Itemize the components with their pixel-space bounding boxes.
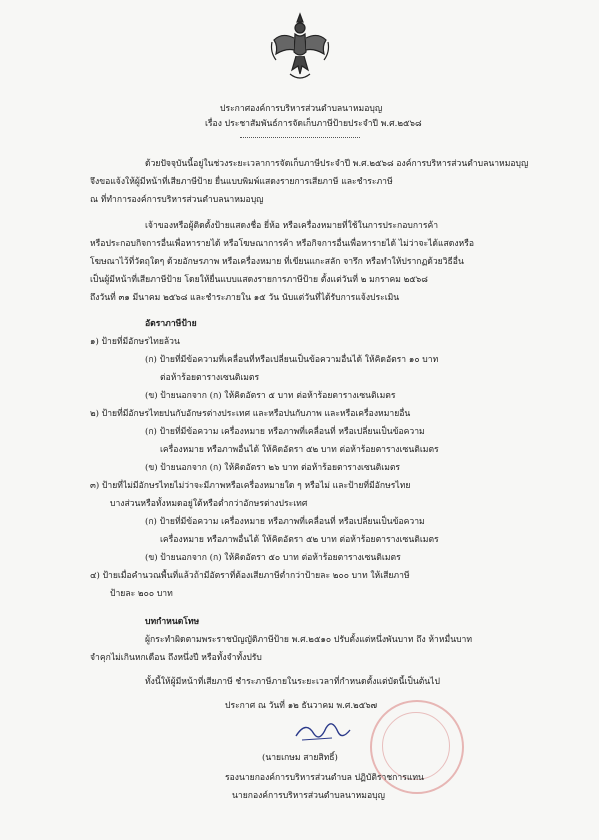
rate-line: ต่อห้าร้อยตารางเซนติเมตร [160, 373, 260, 383]
rate-line: บางส่วนหรือทั้งหมดอยู่ใต้หรือต่ำกว่าอักษรต่างประเทศ [110, 499, 308, 509]
body-line: ถึงวันที่ ๓๑ มีนาคม ๒๕๖๘ และชำระภายใน ๑๕ วัน นับแต่วันที่ได้รับการแจ้งประเมิน [90, 293, 400, 303]
rate-line: ๔) ป้ายเมื่อคำนวณพื้นที่แล้วถ้ามีอัตราที่ต้องเสียภาษีต่ำกว่าป้ายละ ๒๐๐ บาท ให้เสียภาษี [90, 571, 410, 581]
body-line: โฆษณาไว้ที่วัตถุใดๆ ด้วยอักษรภาพ หรือเครื่องหมาย ที่เขียนแกะสลัก จารึก หรือทำให้ปรากฏด้วยวิธีอื่น [90, 257, 464, 267]
intro-line: ณ ที่ทำการองค์การบริหารส่วนตำบลนาหมอบุญ [90, 195, 264, 205]
penalty-heading: บทกำหนดโทษ [145, 617, 200, 627]
body-line: หรือประกอบกิจการอื่นเพื่อหารายได้ หรือโฆษณาการค้า หรือกิจการอื่นเพื่อหารายได้ ไม่ว่าจะได้แสดงหรือ [90, 239, 475, 249]
rate-line: เครื่องหมาย หรือภาพอื่นได้ ให้คิดอัตรา ๕๒ บาท ต่อห้าร้อยตารางเซนติเมตร [160, 445, 439, 455]
signer-name: (นายเกษม สายสิทธิ์) [262, 753, 338, 763]
intro-line: ด้วยปัจจุบันนี้อยู่ในช่วงระยะเวลาการจัดเก็บภาษีประจำปี พ.ศ.๒๕๖๘ องค์การบริหารส่วนตำบลนาหมอบุญ [145, 159, 529, 169]
announcement-title: ประกาศองค์การบริหารส่วนตำบลนาหมอบุญ [220, 104, 383, 114]
rate-line: (ก) ป้ายที่มีข้อความที่เคลื่อนที่หรือเปลี่ยนเป็นข้อความอื่นได้ ให้คิดอัตรา ๑๐ บาท [145, 355, 439, 365]
rate-line: (ข) ป้ายนอกจาก (ก) ให้คิดอัตรา ๕๐ บาท ต่อห้าร้อยตารางเซนติเมตร [145, 553, 401, 563]
rate-line: (ข) ป้ายนอกจาก (ก) ให้คิดอัตรา ๕ บาท ต่อห้าร้อยตารางเซนติเมตร [145, 391, 396, 401]
signer-position: นายกองค์การบริหารส่วนตำบลนาหมอบุญ [232, 791, 385, 801]
rates-heading: อัตราภาษีป้าย [145, 319, 197, 329]
rate-line: ๑) ป้ายที่มีอักษรไทยล้วน [90, 337, 180, 347]
closing-line: ทั้งนี้ให้ผู้มีหน้าที่เสียภาษี ชำระภาษีภายในระยะเวลาที่กำหนดตั้งแต่บัดนี้เป็นต้นไป [145, 677, 440, 687]
announcement-subject: เรื่อง ประชาสัมพันธ์การจัดเก็บภาษีป้ายประจำปี พ.ศ.๒๕๖๘ [205, 119, 422, 129]
divider [240, 136, 360, 138]
rate-line: ๓) ป้ายที่ไม่มีอักษรไทยไม่ว่าจะมีภาพหรือเครื่องหมายใด ๆ หรือไม่ และป้ายที่มีอักษรไทย [90, 481, 411, 491]
rate-line: ๒) ป้ายที่มีอักษรไทยปนกับอักษรต่างประเทศ และหรือปนกับภาพ และหรือเครื่องหมายอื่น [90, 409, 411, 419]
penalty-line: จำคุกไม่เกินหกเดือน ถึงหนึ่งปี หรือทั้งจำทั้งปรับ [90, 653, 262, 663]
body-line: เป็นผู้มีหน้าที่เสียภาษีป้าย โดยให้ยื่นแบบแสดงรายการภาษีป้าย ตั้งแต่วันที่ ๒ มกราคม ๒๕๖๘ [90, 275, 428, 285]
body-line: เจ้าของหรือผู้ติดตั้งป้ายแสดงชื่อ ยี่ห้อ หรือเครื่องหมายที่ใช้ในการประกอบการค้า [145, 221, 439, 231]
intro-line: จึงขอแจ้งให้ผู้มีหน้าที่เสียภาษีป้าย ยื่นแบบพิมพ์แสดงรายการเสียภาษี และชำระภาษี [90, 177, 393, 187]
garuda-emblem-icon [268, 8, 332, 86]
signer-position: รองนายกองค์การบริหารส่วนตำบล ปฏิบัติราชการแทน [225, 773, 424, 783]
rate-line: เครื่องหมาย หรือภาพอื่นได้ ให้คิดอัตรา ๕๒ บาท ต่อห้าร้อยตารางเซนติเมตร [160, 535, 439, 545]
rate-line: (ข) ป้ายนอกจาก (ก) ให้คิดอัตรา ๒๖ บาท ต่อห้าร้อยตารางเซนติเมตร [145, 463, 401, 473]
date-line: ประกาศ ณ วันที่ ๑๒ ธันวาคม พ.ศ.๒๕๖๗ [225, 701, 378, 711]
signature [292, 718, 352, 744]
rate-line: (ก) ป้ายที่มีข้อความ เครื่องหมาย หรือภาพที่เคลื่อนที่ หรือเปลี่ยนเป็นข้อความ [145, 517, 425, 527]
rate-line: ป้ายละ ๒๐๐ บาท [110, 589, 173, 599]
penalty-line: ผู้กระทำผิดตามพระราชบัญญัติภาษีป้าย พ.ศ.๒๕๑๐ ปรับตั้งแต่หนึ่งพันบาท ถึง ห้าหมื่นบาท [145, 635, 473, 645]
rate-line: (ก) ป้ายที่มีข้อความ เครื่องหมาย หรือภาพที่เคลื่อนที่ หรือเปลี่ยนเป็นข้อความ [145, 427, 425, 437]
